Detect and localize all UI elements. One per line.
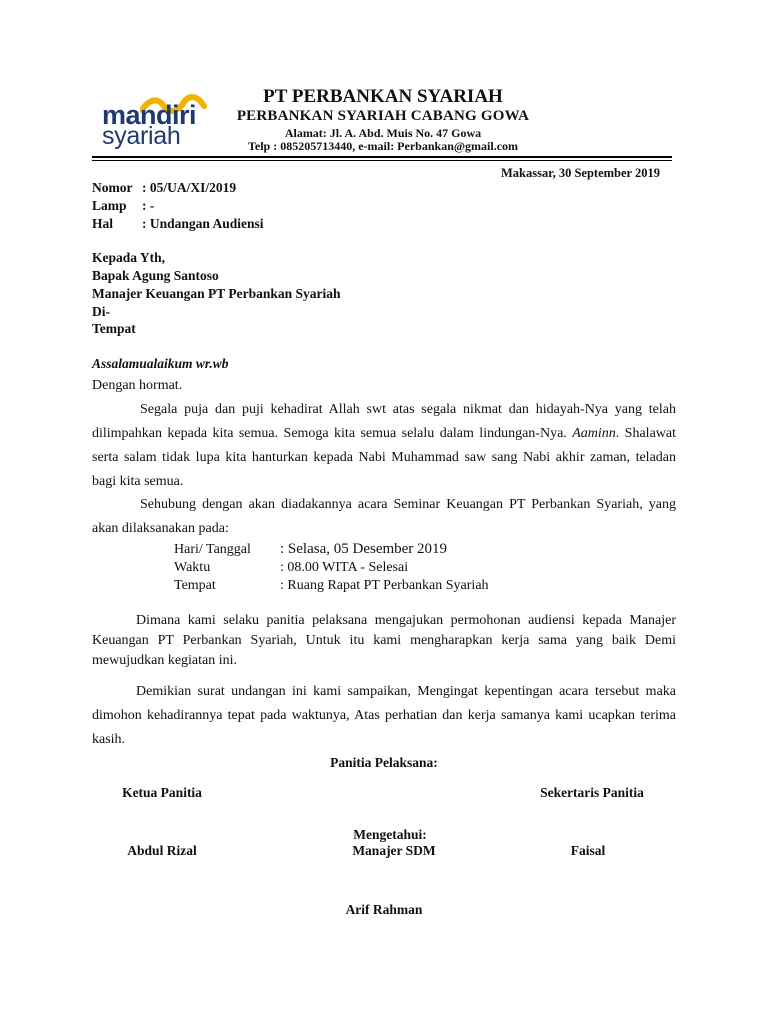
recipient-line-1: Kepada Yth, [92,250,166,265]
secretary-title: Sekertaris Panitia [540,785,644,800]
detail-value: : Selasa, 05 Desember 2019 [280,541,448,557]
detail-value: : Ruang Rapat PT Perbankan Syariah [280,578,489,593]
letterhead-divider [92,156,672,158]
detail-label: Waktu [174,560,211,575]
lamp-row [92,198,154,214]
letter-date: Makassar, 30 September 2019 [500,166,660,180]
para3-line-2: Keuangan PT Perbankan Syariah, Untuk itu kami mengharapkan kerja sama yang baik Demi [92,633,676,648]
nomor-label: Nomor [92,180,133,195]
hal-row [92,216,264,232]
para4-line-1: Demikian surat undangan ini kami sampaikan, Mengingat kepentingan acara tersebut maka [136,684,676,699]
detail-label: Hari/ Tanggal [174,542,251,557]
paragraph-2 [92,493,676,541]
opening: Dengan hormat. [92,378,183,393]
para1-line-2 [92,422,676,446]
chair-title: Ketua Panitia [122,785,202,800]
para3-line-1: Dimana kami selaku panitia pelaksana mengajukan permohonan audiensi kepada Manajer [136,613,676,628]
detail-row-date [174,541,447,558]
acknowledged-label: Mengetahui: [353,827,427,842]
paragraph-1 [92,398,676,494]
chair-name: Abdul Rizal [127,843,197,858]
committee-heading: Panitia Pelaksana: [330,755,438,770]
recipient-line-5: Tempat [92,321,136,336]
detail-label: Tempat [174,578,216,593]
letterhead-divider-thin [92,160,672,161]
para1-line-1: Segala puja dan puji kehadirat Allah swt atas segala nikmat dan hidayah-Nya yang telah [140,402,676,417]
para2-line-1: Sehubung dengan akan diadakannya acara Seminar Keuangan PT Perbankan Syariah, yang [140,497,676,512]
logo-text-mandiri: mandiri [102,100,197,130]
para1-line-2a: dilimpahkan kepada kita semua. Semoga kita semua selalu dalam lindungan-Nya. [92,426,573,441]
para1-line-3: serta salam tidak lupa kita hanturkan kepada Nabi Muhammad saw sang Nabi akhir zaman, teladan [92,450,676,465]
detail-row-time [174,560,408,576]
para1-line-2-italic: Aaminn [572,426,616,441]
detail-value: : 08.00 WITA - Selesai [280,560,409,575]
logo-text-syariah: syariah [102,122,181,150]
secretary-name: Faisal [570,843,606,858]
para4-line-2: dimohon kehadirannya tepat pada waktunya, Atas perhatian dan kerja samanya kami ucapkan terima [92,708,676,723]
hal-value: : Undangan Audiensi [142,216,264,231]
para1-line-4: bagi kita semua. [92,474,184,489]
para1-line-2b: . Shalawat [615,426,676,441]
paragraph-4 [92,680,676,752]
para4-line-3: kasih. [92,732,126,747]
para3-line-3: mewujudkan kegiatan ini. [92,653,238,668]
contact-info: Telp : 085205713440, e-mail: Perbankan@gmail.com [247,139,519,153]
recipient-line-3: Manajer Keuangan PT Perbankan Syariah [92,286,341,301]
paragraph-3 [92,611,676,671]
detail-row-place [174,578,489,594]
hal-label: Hal [92,216,114,231]
nomor-value: : 05/UA/XI/2019 [142,180,237,195]
recipient-line-4: Di- [92,304,110,319]
para2-line-2: akan dilaksanakan pada: [92,521,229,536]
address: Alamat: Jl. A. Abd. Muis No. 47 Gowa [284,126,482,140]
lamp-label: Lamp [92,198,127,213]
company-name: PT PERBANKAN SYARIAH [263,86,503,107]
branch-name: PERBANKAN SYARIAH CABANG GOWA [236,108,530,124]
recipient-line-2: Bapak Agung Santoso [92,268,219,283]
greeting: Assalamualaikum wr.wb [92,356,229,371]
nomor-row [92,180,236,196]
bank-logo [102,94,214,154]
lamp-value: : - [142,198,155,213]
hr-title: Manajer SDM [352,843,436,858]
hr-name: Arif Rahman [345,902,423,917]
